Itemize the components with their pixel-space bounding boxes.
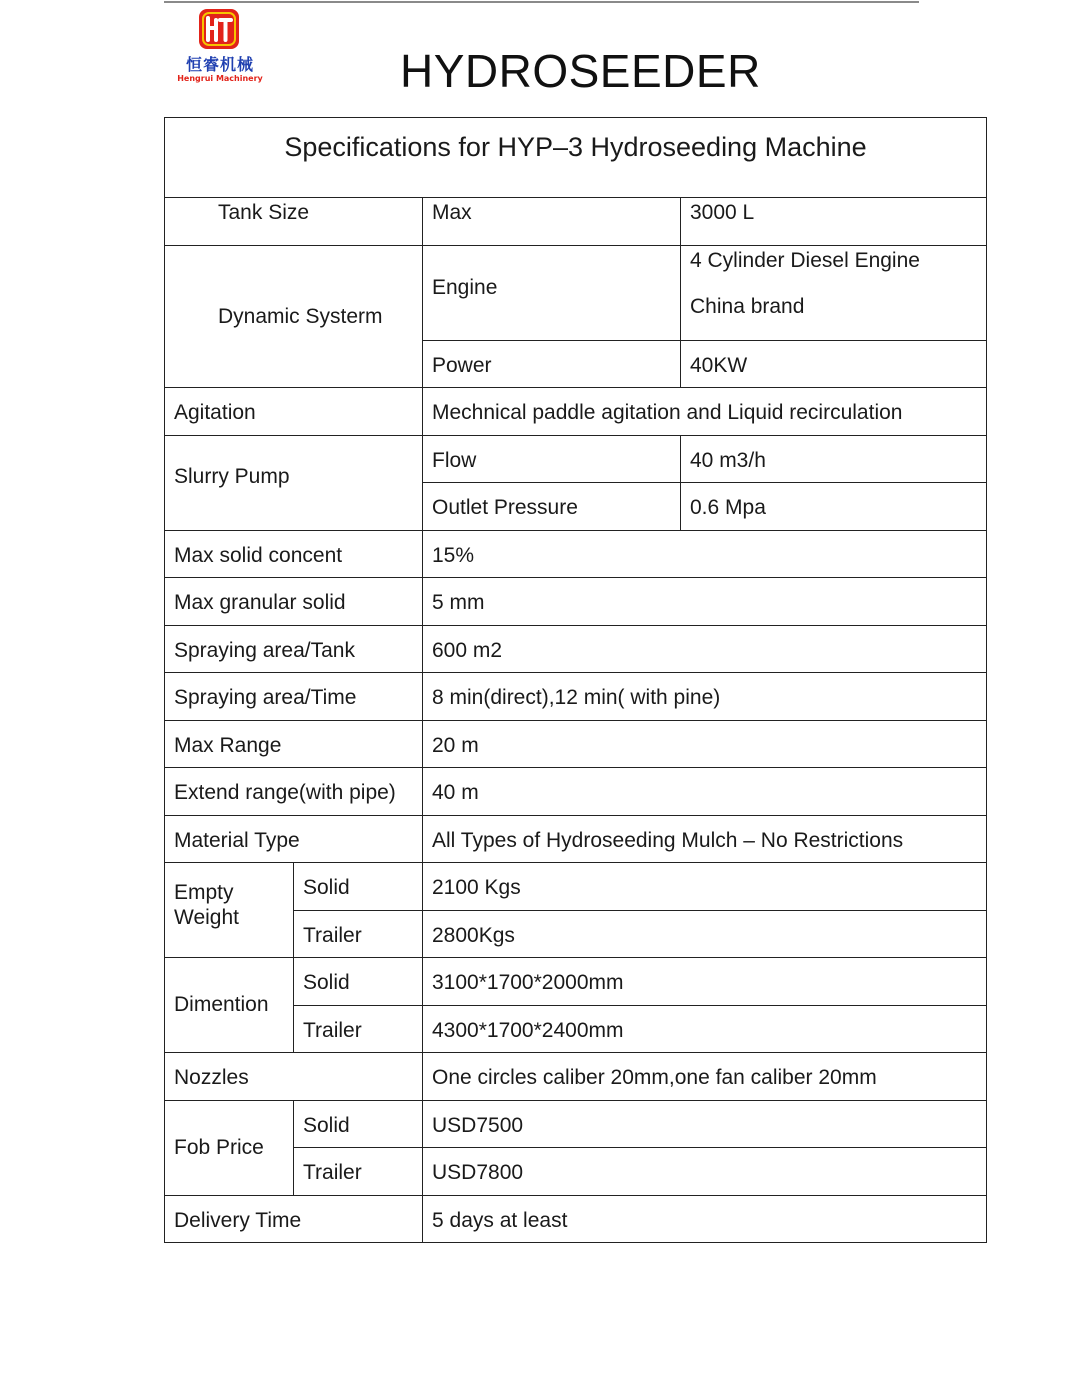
row-key: Solid xyxy=(294,958,423,1006)
row-key: Max xyxy=(423,198,681,246)
table-row xyxy=(165,578,987,626)
row-value: 3000 L xyxy=(681,198,987,246)
row-value: 8 min(direct),12 min( with pine) xyxy=(423,673,987,721)
table-row xyxy=(165,673,987,721)
row-value: Mechnical paddle agitation and Liquid recirculation xyxy=(423,388,987,436)
row-label: Delivery Time xyxy=(165,1196,423,1243)
table-row xyxy=(165,531,987,578)
logo-chinese-name: 恒睿机械 xyxy=(185,55,254,74)
table-row xyxy=(165,721,987,768)
table-caption-row xyxy=(165,118,987,198)
row-key: Power xyxy=(423,341,681,388)
row-label: Fob Price xyxy=(165,1101,294,1196)
row-label: Tank Size xyxy=(165,198,423,246)
row-key: Solid xyxy=(294,1101,423,1148)
row-value: One circles caliber 20mm,one fan caliber 20mm xyxy=(423,1053,987,1101)
row-label: Extend range(with pipe) xyxy=(165,768,423,816)
engine-brand: China brand xyxy=(690,295,805,318)
row-value: All Types of Hydroseeding Mulch – No Restrictions xyxy=(423,816,987,863)
table-row xyxy=(165,436,987,483)
row-key: Solid xyxy=(294,863,423,911)
document-title: HYDROSEEDER xyxy=(400,45,761,97)
row-key: Trailer xyxy=(294,1006,423,1053)
row-value: 40 m3/h xyxy=(681,436,987,483)
row-label: Max solid concent xyxy=(165,531,423,578)
row-label: Dimention xyxy=(165,958,294,1053)
table-row xyxy=(165,246,987,341)
table-row xyxy=(165,768,987,816)
row-value: USD7800 xyxy=(423,1148,987,1196)
row-label: Nozzles xyxy=(165,1053,423,1101)
row-key: Outlet Pressure xyxy=(423,483,681,531)
row-key: Flow xyxy=(423,436,681,483)
engine-type: 4 Cylinder Diesel Engine xyxy=(690,249,920,272)
empty-weight-label-line2: Weight xyxy=(174,906,239,929)
row-value: 2800Kgs xyxy=(423,911,987,958)
row-value: 40 m xyxy=(423,768,987,816)
table-row xyxy=(165,626,987,673)
row-label: Max Range xyxy=(165,721,423,768)
table-row xyxy=(165,198,987,246)
table-row xyxy=(165,1053,987,1101)
row-key: Engine xyxy=(423,246,681,341)
table-caption: Specifications for HYP–3 Hydroseeding Machine xyxy=(165,118,987,198)
row-key: Trailer xyxy=(294,1148,423,1196)
row-label: Dynamic Systerm xyxy=(165,246,423,388)
spec-table xyxy=(164,117,987,1243)
row-value: 5 mm xyxy=(423,578,987,626)
company-logo xyxy=(170,8,270,88)
row-value: 0.6 Mpa xyxy=(681,483,987,531)
row-value: 2100 Kgs xyxy=(423,863,987,911)
table-row xyxy=(165,1196,987,1243)
row-value xyxy=(681,246,987,341)
row-label: Material Type xyxy=(165,816,423,863)
table-row xyxy=(165,958,987,1006)
row-value: 3100*1700*2000mm xyxy=(423,958,987,1006)
table-row xyxy=(165,388,987,436)
row-label: Slurry Pump xyxy=(165,436,423,531)
row-label: Agitation xyxy=(165,388,423,436)
logo-english-name: Hengrui Machinery xyxy=(177,74,263,83)
table-row xyxy=(165,863,987,911)
row-value: 4300*1700*2400mm xyxy=(423,1006,987,1053)
hengrui-logo-icon xyxy=(198,8,240,50)
row-label xyxy=(165,863,294,958)
row-label: Spraying area/Time xyxy=(165,673,423,721)
row-label: Max granular solid xyxy=(165,578,423,626)
top-rule xyxy=(164,1,919,3)
row-key: Trailer xyxy=(294,911,423,958)
table-row xyxy=(165,1101,987,1148)
row-value: 20 m xyxy=(423,721,987,768)
row-value: 40KW xyxy=(681,341,987,388)
row-value: 5 days at least xyxy=(423,1196,987,1243)
table-row xyxy=(165,816,987,863)
row-value: 15% xyxy=(423,531,987,578)
empty-weight-label-line1: Empty xyxy=(174,880,234,904)
row-value: 600 m2 xyxy=(423,626,987,673)
row-label: Spraying area/Tank xyxy=(165,626,423,673)
row-value: USD7500 xyxy=(423,1101,987,1148)
